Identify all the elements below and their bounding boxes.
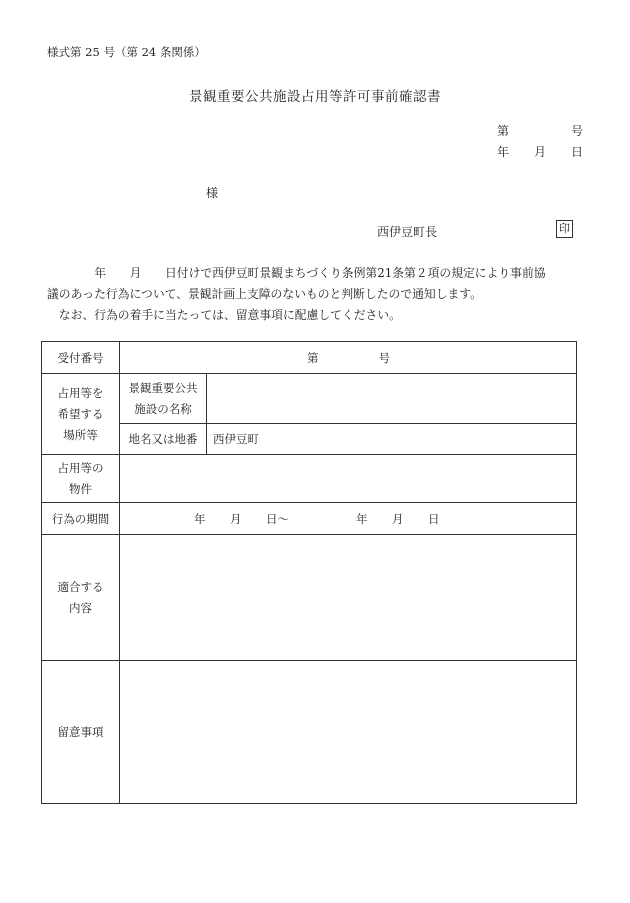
issue-date-year: 年 [497, 145, 510, 159]
place-label [42, 374, 120, 455]
receipt-number-suffix: 号 [378, 350, 390, 365]
issue-date-day: 日 [570, 145, 583, 159]
document-number-suffix: 号 [570, 124, 583, 138]
table-row [42, 374, 577, 424]
place-label-line-3: 場所等 [63, 427, 98, 442]
issue-date-month: 月 [533, 145, 546, 159]
conform-content-field[interactable] [120, 535, 577, 661]
receipt-number-cell[interactable] [120, 342, 577, 374]
notice-line-2: 議のあった行為について、景観計画上支障のないものと判断したので通知します。 [47, 287, 482, 301]
addressee-honorific: 様 [206, 186, 219, 200]
document-number-prefix: 第 [497, 124, 510, 138]
table-row [42, 535, 577, 661]
period-from-year: 年 [194, 511, 206, 526]
place-label-line-1: 占用等を [57, 385, 104, 400]
seal-mark: 印 [556, 220, 573, 238]
table-row [42, 661, 577, 804]
notes-label: 留意事項 [42, 661, 120, 804]
receipt-number-label: 受付番号 [42, 342, 120, 374]
period-field[interactable] [120, 503, 577, 535]
conform-label-line-2: 内容 [69, 600, 92, 615]
period-to-day: 日 [428, 511, 440, 526]
notice-line-1: 年 月 日付けで西伊豆町景観まちづくり条例第21条第２項の規定により事前協 [47, 266, 546, 280]
conform-label-line-1: 適合する [57, 579, 104, 594]
period-label: 行為の期間 [42, 503, 120, 535]
period-to-year: 年 [356, 511, 368, 526]
table-row [42, 455, 577, 503]
facility-name-label-line-2: 施設の名称 [134, 401, 192, 416]
notice-line-3: なお、行為の着手に当たっては、留意事項に配慮してください。 [47, 308, 401, 322]
table-row [42, 503, 577, 535]
object-field[interactable] [120, 455, 577, 503]
facility-name-label [120, 374, 207, 424]
facility-name-field[interactable] [207, 374, 577, 424]
table-row [42, 424, 577, 455]
issuer-name: 西伊豆町長 [377, 225, 438, 239]
table-row [42, 342, 577, 374]
document-number [497, 122, 583, 139]
issue-date [497, 143, 583, 160]
period-from-month: 月 [230, 511, 242, 526]
page-title: 景観重要公共施設占用等許可事前確認書 [189, 89, 441, 105]
address-label: 地名又は地番 [120, 424, 207, 455]
conform-content-label [42, 535, 120, 661]
facility-name-label-line-1: 景観重要公共 [128, 380, 198, 395]
period-from-day: 日～ [266, 511, 289, 526]
receipt-number-prefix: 第 [307, 350, 319, 365]
confirmation-form-table [41, 341, 577, 804]
notes-field[interactable] [120, 661, 577, 804]
period-to-month: 月 [392, 511, 404, 526]
address-field[interactable]: 西伊豆町 [207, 424, 577, 455]
notice-body [47, 263, 587, 326]
object-label-line-2: 物件 [69, 481, 92, 496]
form-number: 様式第 25 号（第 24 条関係） [47, 45, 206, 59]
place-label-line-2: 希望する [57, 406, 104, 421]
object-label [42, 455, 120, 503]
object-label-line-1: 占用等の [57, 460, 104, 475]
